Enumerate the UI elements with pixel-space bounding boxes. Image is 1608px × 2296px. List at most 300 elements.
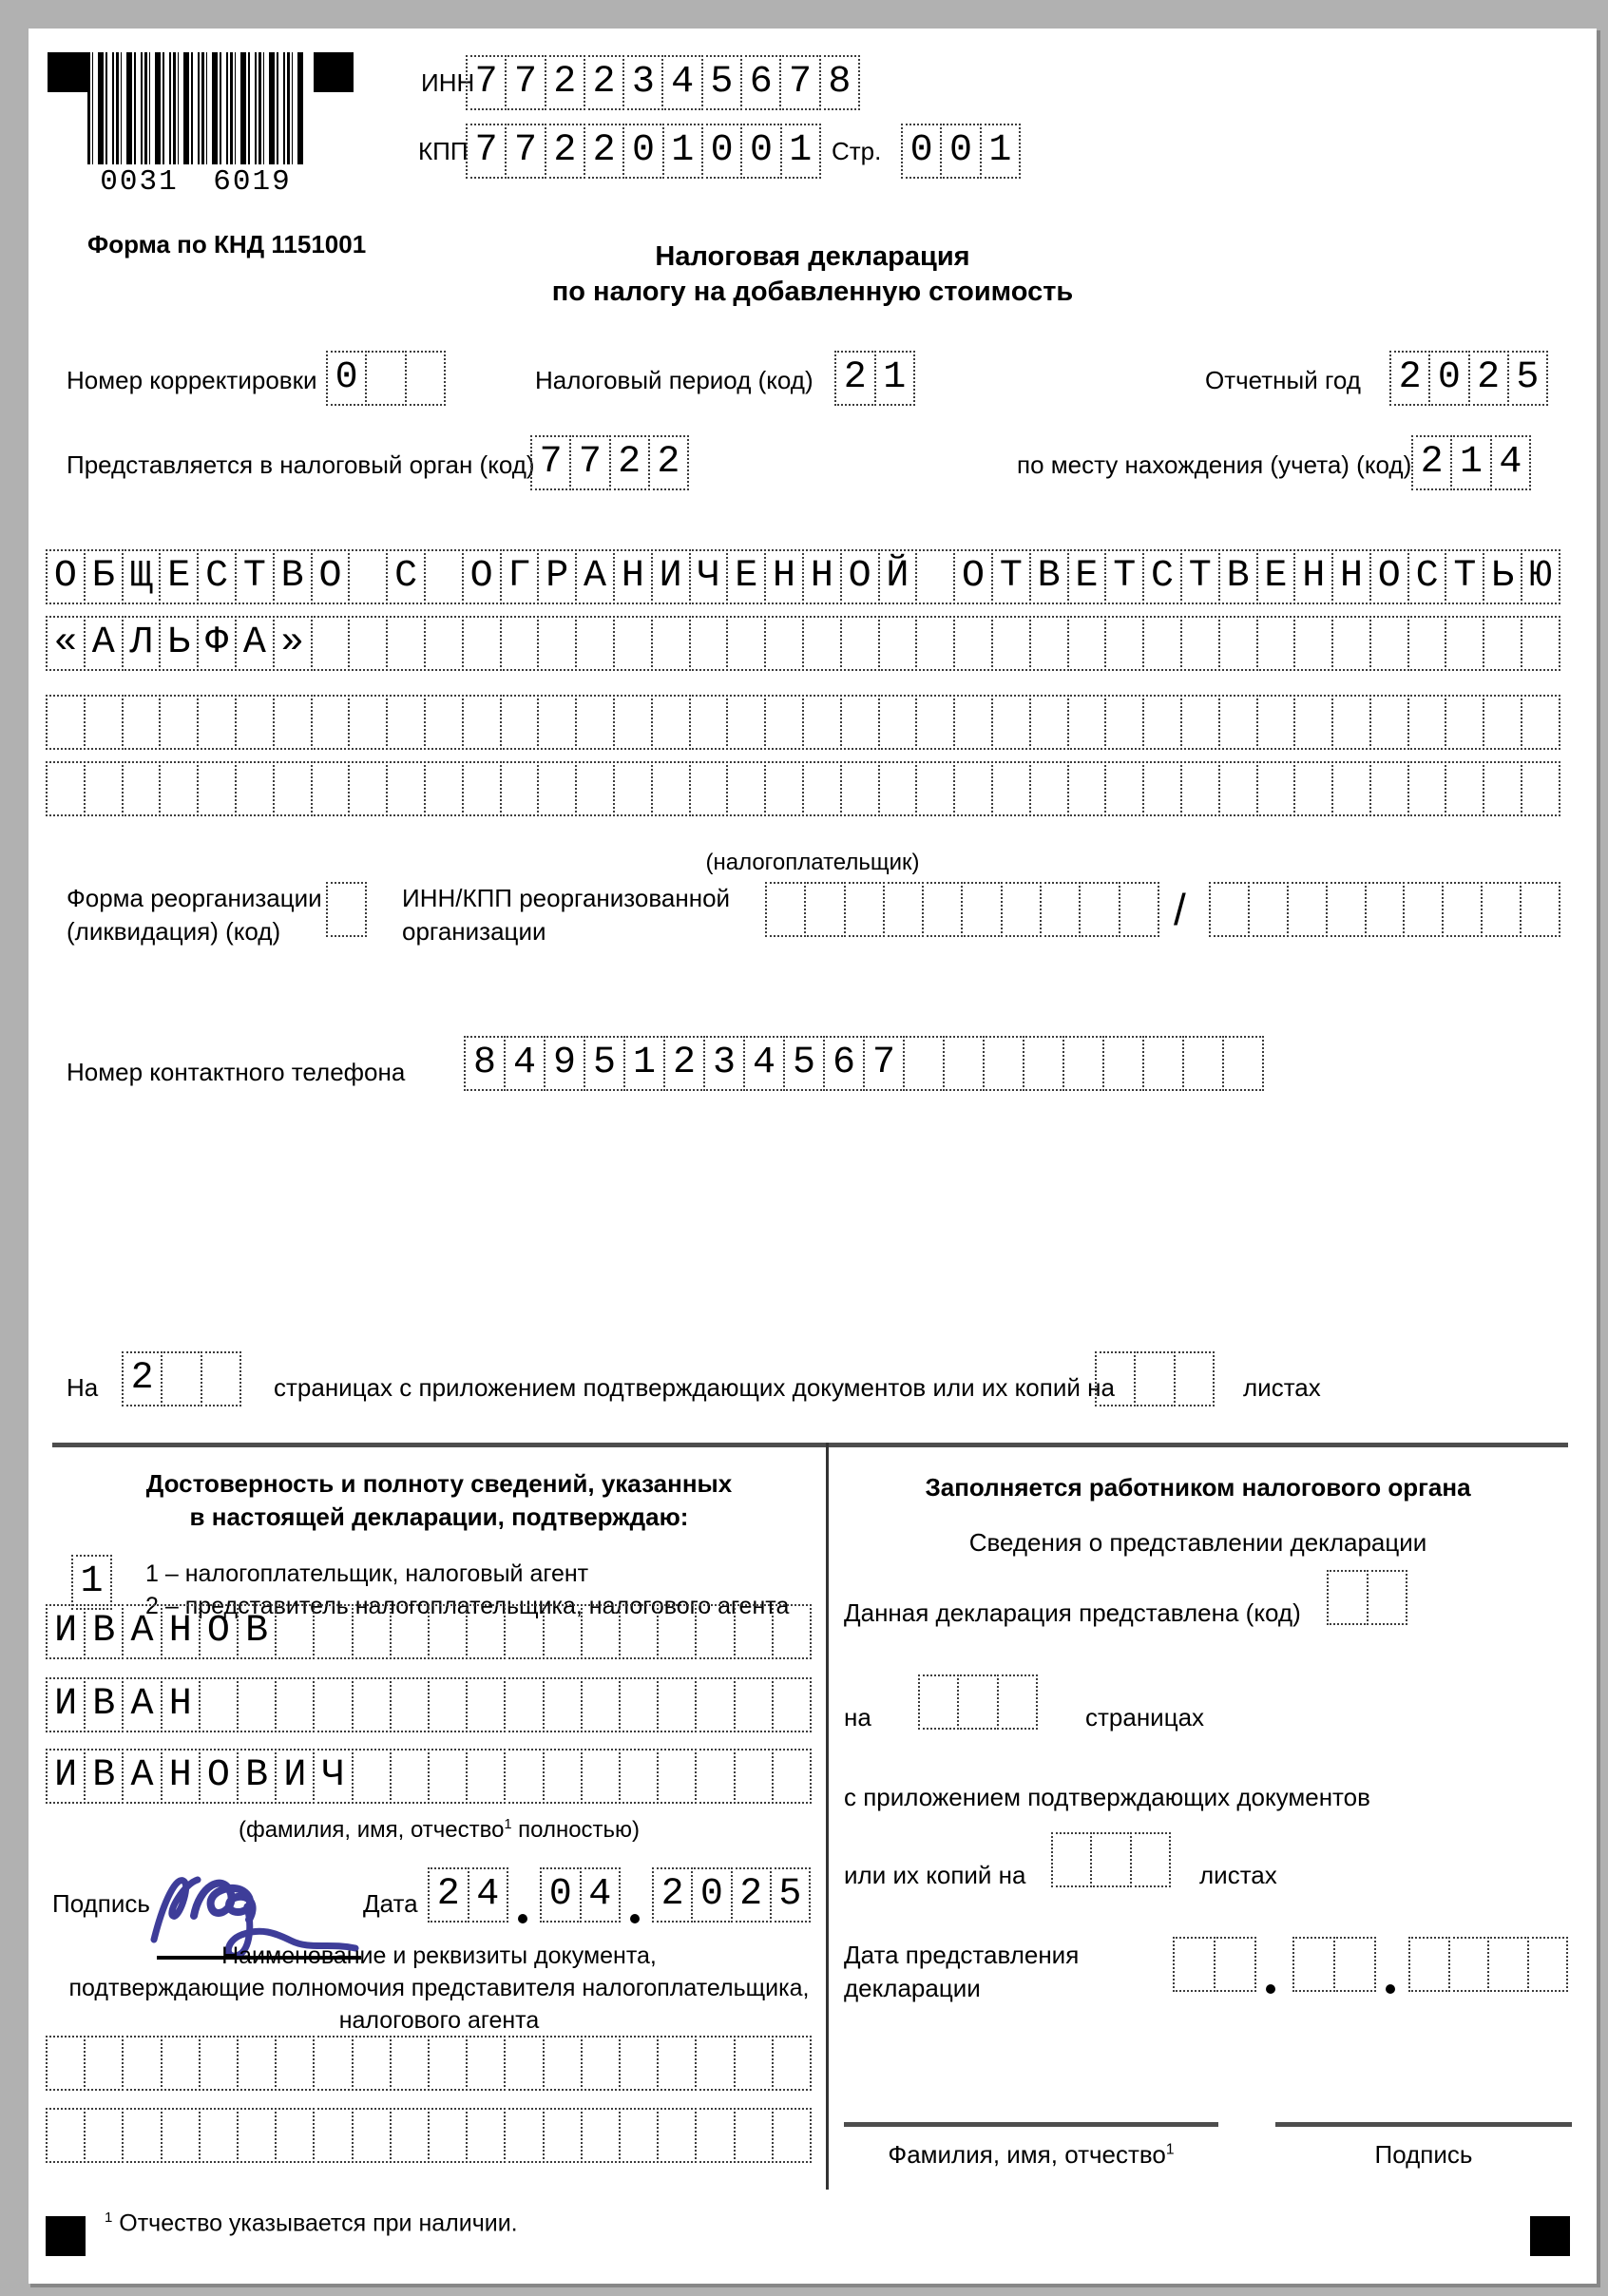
taxpayer-name-row-1[interactable] <box>46 549 1560 604</box>
char-cell: 4 <box>504 1036 546 1091</box>
char-cell: Ф <box>197 616 237 671</box>
char-cell: 0 <box>540 1867 582 1923</box>
char-cell <box>1445 761 1484 816</box>
char-cell <box>1256 695 1296 750</box>
char-cell <box>46 2108 86 2163</box>
officer-attach-label: с приложением подтверждающих документов <box>844 1783 1370 1811</box>
reorg-innkpp-label-line1: ИНН/КПП реорганизованной <box>402 884 731 912</box>
char-cell <box>1483 695 1522 750</box>
pages-middle-label: страницах с приложением подтверждающих документов или их копий на <box>274 1373 1115 1402</box>
char-cell: 2 <box>122 1351 163 1406</box>
char-cell <box>348 761 388 816</box>
char-cell <box>575 761 615 816</box>
char-cell: О <box>1369 549 1409 604</box>
char-cell <box>844 882 885 937</box>
char-cell <box>386 616 426 671</box>
date-day-cells[interactable] <box>428 1867 508 1923</box>
char-cell: 5 <box>1507 351 1548 406</box>
reorg-inn-cells[interactable] <box>765 882 1159 937</box>
officer-heading: Заполняется работником налогового органа <box>925 1473 1471 1502</box>
barcode-bars <box>87 52 304 174</box>
char-cell <box>1180 616 1220 671</box>
taxpayer-caption: (налогоплательщик) <box>705 850 920 875</box>
char-cell: 2 <box>731 1867 772 1923</box>
phone-cells[interactable] <box>464 1036 1264 1091</box>
date-year-cells[interactable] <box>652 1867 811 1923</box>
char-cell <box>726 761 766 816</box>
char-cell <box>840 761 880 816</box>
char-cell: 1 <box>980 124 1021 179</box>
char-cell: 0 <box>901 124 942 179</box>
char-cell <box>237 2108 277 2163</box>
char-cell <box>159 695 199 750</box>
section-divider-horizontal <box>52 1443 1568 1447</box>
char-cell <box>313 1677 353 1732</box>
char-cell <box>734 1604 774 1659</box>
char-cell: Н <box>161 1749 201 1804</box>
char-cell <box>1293 695 1333 750</box>
char-cell <box>390 2036 430 2091</box>
char-cell <box>689 695 729 750</box>
location-code-label: по месту нахождения (учета) (код) <box>1017 450 1412 479</box>
char-cell <box>1090 1832 1131 1887</box>
char-cell: « <box>46 616 86 671</box>
fio-caption-end: полностью) <box>511 1817 641 1843</box>
char-cell: Г <box>500 549 540 604</box>
char-cell <box>1293 761 1333 816</box>
char-cell <box>1369 695 1409 750</box>
char-cell: Н <box>1331 549 1371 604</box>
char-cell: В <box>273 549 313 604</box>
date-month-cells[interactable] <box>540 1867 621 1923</box>
char-cell <box>1062 1036 1104 1091</box>
char-cell: 1 <box>780 124 821 179</box>
char-cell: 2 <box>648 435 689 490</box>
char-cell <box>1051 1832 1092 1887</box>
char-cell <box>500 695 540 750</box>
officer-pages-suffix: страницах <box>1085 1703 1205 1732</box>
char-cell: Ь <box>1483 549 1522 604</box>
char-cell <box>1173 1937 1216 1992</box>
char-cell <box>734 2036 774 2091</box>
char-cell <box>84 2036 124 2091</box>
officer-pages-cells[interactable] <box>918 1674 1038 1730</box>
correction-cells[interactable] <box>326 351 446 406</box>
report-year-label: Отчетный год <box>1205 366 1361 394</box>
char-cell <box>311 761 351 816</box>
char-cell <box>313 1604 353 1659</box>
phone-label: Номер контактного телефона <box>67 1058 406 1086</box>
char-cell: С <box>197 549 237 604</box>
char-cell: 5 <box>701 55 742 110</box>
char-cell <box>84 761 124 816</box>
char-cell: Ч <box>689 549 729 604</box>
char-cell <box>199 1677 239 1732</box>
char-cell <box>619 2036 659 2091</box>
fio-caption-start: (фамилия, имя, отчество <box>238 1817 505 1843</box>
char-cell: Е <box>1067 549 1107 604</box>
char-cell: С <box>386 549 426 604</box>
char-cell <box>953 761 993 816</box>
char-cell <box>1331 695 1371 750</box>
char-cell <box>804 882 845 937</box>
officer-copies-prefix: или их копий на <box>844 1861 1026 1889</box>
char-cell <box>953 695 993 750</box>
char-cell <box>237 2036 277 2091</box>
barcode <box>87 52 304 199</box>
char-cell <box>991 616 1031 671</box>
officer-sign-line[interactable] <box>1275 2122 1572 2127</box>
char-cell <box>1209 882 1250 937</box>
char-cell <box>1182 1036 1224 1091</box>
char-cell <box>1095 1351 1136 1406</box>
char-cell: И <box>46 1749 86 1804</box>
char-cell <box>352 1677 392 1732</box>
char-cell <box>575 616 615 671</box>
fio-caption <box>52 1817 826 1844</box>
char-cell <box>122 761 162 816</box>
inn-label: ИНН <box>421 68 475 97</box>
char-cell: 7 <box>466 124 507 179</box>
char-cell: В <box>237 1749 277 1804</box>
doc-heading-line2: подтверждающие полномочия представителя налогоплательщика, <box>68 1975 810 2001</box>
char-cell <box>581 1749 621 1804</box>
officer-fio-caption-text: Фамилия, имя, отчество <box>888 2140 1166 2169</box>
char-cell <box>537 761 577 816</box>
char-cell <box>734 1749 774 1804</box>
char-cell <box>1104 695 1144 750</box>
char-cell <box>390 1677 430 1732</box>
char-cell <box>1448 1937 1490 1992</box>
char-cell <box>657 2036 697 2091</box>
char-cell <box>695 2108 735 2163</box>
char-cell <box>386 695 426 750</box>
char-cell: А <box>84 616 124 671</box>
officer-date-month-cells[interactable] <box>1292 1937 1376 1992</box>
char-cell <box>575 695 615 750</box>
char-cell: 5 <box>770 1867 811 1923</box>
char-cell: Е <box>1256 549 1296 604</box>
char-cell <box>1029 616 1069 671</box>
char-cell <box>765 882 806 937</box>
kpp-cells[interactable] <box>466 124 821 179</box>
char-cell <box>1369 761 1409 816</box>
anchor-square-bottom-left <box>46 2216 86 2256</box>
char-cell: 6 <box>823 1036 865 1091</box>
char-cell <box>903 1036 945 1091</box>
char-cell <box>1367 1570 1408 1625</box>
char-cell <box>1248 882 1289 937</box>
char-cell <box>1331 761 1371 816</box>
char-cell <box>1327 1570 1369 1625</box>
char-cell <box>237 1677 277 1732</box>
char-cell <box>352 1604 392 1659</box>
char-cell: В <box>1218 549 1258 604</box>
char-cell <box>543 2036 583 2091</box>
officer-fio-caption <box>844 2140 1218 2170</box>
char-cell: 1 <box>874 351 916 406</box>
char-cell <box>390 2108 430 2163</box>
char-cell: О <box>46 549 86 604</box>
char-cell <box>957 1674 998 1730</box>
signer-option-1: 1 – налогоплательщик, налоговый агент <box>145 1560 589 1587</box>
doc-cells-row-2[interactable] <box>46 2108 812 2163</box>
char-cell <box>1487 1937 1529 1992</box>
char-cell <box>613 616 653 671</box>
char-cell <box>46 761 86 816</box>
taxpayer-name-row-2[interactable] <box>46 616 1560 671</box>
char-cell <box>883 882 924 937</box>
char-cell <box>537 695 577 750</box>
officer-date-day-cells[interactable] <box>1173 1937 1256 1992</box>
char-cell: 0 <box>740 124 781 179</box>
char-cell <box>1407 761 1447 816</box>
char-cell: Н <box>161 1604 201 1659</box>
char-cell: 0 <box>622 124 663 179</box>
reorg-form-cell[interactable] <box>326 882 367 937</box>
char-cell <box>122 2036 162 2091</box>
char-cell <box>466 2036 506 2091</box>
char-cell: Т <box>1180 549 1220 604</box>
char-cell: Т <box>1104 549 1144 604</box>
char-cell <box>1520 882 1560 937</box>
char-cell: 7 <box>863 1036 905 1091</box>
char-cell <box>504 1677 544 1732</box>
officer-copies-cells[interactable] <box>1051 1832 1171 1887</box>
char-cell: Р <box>537 549 577 604</box>
char-cell <box>311 695 351 750</box>
char-cell: 7 <box>569 435 610 490</box>
signer-code-cell[interactable] <box>71 1555 112 1610</box>
char-cell <box>619 1677 659 1732</box>
report-year-cells[interactable] <box>1389 351 1548 406</box>
char-cell <box>1527 1937 1569 1992</box>
char-cell <box>619 1604 659 1659</box>
char-cell <box>695 1677 735 1732</box>
char-cell <box>405 351 446 406</box>
char-cell <box>1079 882 1120 937</box>
char-cell <box>802 695 842 750</box>
char-cell <box>390 1604 430 1659</box>
char-cell <box>1134 1351 1175 1406</box>
char-cell <box>199 2108 239 2163</box>
officer-fio-footnote-mark: 1 <box>1165 2141 1175 2158</box>
char-cell <box>726 695 766 750</box>
tax-period-label: Налоговый период (код) <box>535 366 814 394</box>
anchor-square-top-right-of-barcode <box>314 52 354 92</box>
char-cell <box>772 2036 812 2091</box>
officer-sign-caption: Подпись <box>1374 2140 1473 2169</box>
char-cell: 0 <box>940 124 981 179</box>
char-cell <box>943 1036 985 1091</box>
pages-count-cells[interactable] <box>122 1351 241 1406</box>
char-cell <box>326 882 367 937</box>
char-cell <box>878 761 918 816</box>
char-cell <box>504 1604 544 1659</box>
tax-period-cells[interactable] <box>834 351 915 406</box>
char-cell <box>734 1677 774 1732</box>
char-cell: Б <box>84 549 124 604</box>
date-separator-dot <box>518 1914 527 1923</box>
doc-cells-row-1[interactable] <box>46 2036 812 2091</box>
confirmation-heading-line1: Достоверность и полноту сведений, указанных <box>145 1469 733 1498</box>
char-cell: 1 <box>1450 435 1491 490</box>
char-cell <box>313 2036 353 2091</box>
char-cell: Ь <box>159 616 199 671</box>
char-cell <box>1040 882 1081 937</box>
char-cell <box>275 1677 315 1732</box>
char-cell: В <box>1029 549 1069 604</box>
tax-authority-cells[interactable] <box>530 435 689 490</box>
char-cell <box>983 1036 1024 1091</box>
doc-heading-line3: налогового агента <box>338 2007 540 2034</box>
char-cell <box>1001 882 1042 937</box>
char-cell <box>1331 616 1371 671</box>
char-cell <box>543 1677 583 1732</box>
char-cell: В <box>237 1604 277 1659</box>
char-cell <box>500 761 540 816</box>
char-cell <box>1104 761 1144 816</box>
char-cell <box>428 1604 468 1659</box>
char-cell <box>1130 1832 1171 1887</box>
char-cell: 8 <box>464 1036 506 1091</box>
char-cell <box>764 695 804 750</box>
reorg-kpp-cells[interactable] <box>1209 882 1560 937</box>
declaration-submitted-cells[interactable] <box>1327 1570 1407 1625</box>
char-cell: 3 <box>622 55 663 110</box>
signer-surname-cells[interactable] <box>46 1604 812 1659</box>
char-cell <box>1119 882 1159 937</box>
char-cell <box>199 2036 239 2091</box>
char-cell <box>1483 616 1522 671</box>
char-cell: И <box>651 549 691 604</box>
char-cell: 9 <box>544 1036 585 1091</box>
char-cell: 8 <box>819 55 860 110</box>
char-cell: 2 <box>545 55 585 110</box>
char-cell: 5 <box>584 1036 625 1091</box>
officer-fio-line[interactable] <box>844 2122 1218 2127</box>
char-cell <box>348 549 388 604</box>
date-separator-dot <box>1386 1984 1395 1994</box>
char-cell <box>802 761 842 816</box>
char-cell: В <box>84 1749 124 1804</box>
char-cell <box>1483 761 1522 816</box>
char-cell: И <box>275 1749 315 1804</box>
char-cell <box>161 1351 201 1406</box>
char-cell: О <box>953 549 993 604</box>
form-title-line2: по налогу на добавленную стоимость <box>551 277 1074 307</box>
char-cell: А <box>122 1604 162 1659</box>
char-cell <box>915 695 955 750</box>
char-cell <box>1256 616 1296 671</box>
char-cell <box>1142 695 1182 750</box>
char-cell <box>428 1749 468 1804</box>
doc-heading-line1: Наименование и реквизиты документа, <box>221 1942 657 1969</box>
char-cell <box>657 1604 697 1659</box>
char-cell <box>313 2108 353 2163</box>
char-cell: 5 <box>783 1036 825 1091</box>
char-cell <box>386 761 426 816</box>
taxpayer-name-row-3[interactable] <box>46 695 1560 750</box>
barcode-number: 0031 6019 <box>87 164 304 200</box>
char-cell <box>462 695 502 750</box>
char-cell: И <box>46 1677 86 1732</box>
char-cell <box>1067 616 1107 671</box>
footnote <box>105 2203 518 2238</box>
char-cell: Е <box>726 549 766 604</box>
inn-cells[interactable] <box>466 55 860 110</box>
officer-date-year-cells[interactable] <box>1408 1937 1568 1992</box>
char-cell <box>997 1674 1038 1730</box>
char-cell: Т <box>1445 549 1484 604</box>
char-cell <box>161 2108 201 2163</box>
date-separator-dot <box>1266 1984 1275 1994</box>
char-cell <box>428 2036 468 2091</box>
char-cell: А <box>235 616 275 671</box>
signer-name-cells[interactable] <box>46 1677 812 1732</box>
char-cell <box>504 1749 544 1804</box>
char-cell <box>159 761 199 816</box>
signer-patronymic-cells[interactable] <box>46 1749 812 1804</box>
char-cell: О <box>840 549 880 604</box>
char-cell <box>878 616 918 671</box>
char-cell <box>1442 882 1483 937</box>
char-cell <box>1023 1036 1064 1091</box>
sheets-count-cells[interactable] <box>1095 1351 1215 1406</box>
char-cell: 4 <box>743 1036 785 1091</box>
char-cell <box>613 761 653 816</box>
char-cell <box>915 761 955 816</box>
char-cell <box>1287 882 1328 937</box>
declaration-submitted-label: Данная декларация представлена (код) <box>844 1598 1301 1627</box>
char-cell <box>197 761 237 816</box>
char-cell <box>161 2036 201 2091</box>
char-cell <box>424 761 464 816</box>
char-cell <box>1408 1937 1450 1992</box>
char-cell <box>1326 882 1367 937</box>
char-cell <box>1407 616 1447 671</box>
char-cell <box>840 695 880 750</box>
char-cell: 2 <box>652 1867 693 1923</box>
char-cell: С <box>1407 549 1447 604</box>
char-cell <box>466 1604 506 1659</box>
reorg-form-label-line1: Форма реорганизации <box>67 884 322 912</box>
char-cell: 7 <box>466 55 507 110</box>
char-cell: 2 <box>663 1036 705 1091</box>
char-cell <box>348 695 388 750</box>
char-cell <box>275 2036 315 2091</box>
char-cell <box>1067 761 1107 816</box>
char-cell: А <box>122 1677 162 1732</box>
char-cell <box>613 695 653 750</box>
char-cell <box>695 1604 735 1659</box>
page-number-cells[interactable] <box>901 124 1021 179</box>
char-cell: О <box>199 1604 239 1659</box>
char-cell: В <box>84 1604 124 1659</box>
reorg-form-label-line2: (ликвидация) (код) <box>67 917 281 946</box>
char-cell <box>915 616 955 671</box>
location-code-cells[interactable] <box>1411 435 1531 490</box>
form-page <box>29 29 1597 2284</box>
char-cell: Т <box>991 549 1031 604</box>
char-cell <box>543 1749 583 1804</box>
char-cell: Н <box>802 549 842 604</box>
pages-prefix-label: На <box>67 1373 99 1402</box>
char-cell: 2 <box>545 124 585 179</box>
taxpayer-name-row-4[interactable] <box>46 761 1560 816</box>
page-number-label: Стр. <box>832 137 882 165</box>
char-cell: 2 <box>834 351 876 406</box>
